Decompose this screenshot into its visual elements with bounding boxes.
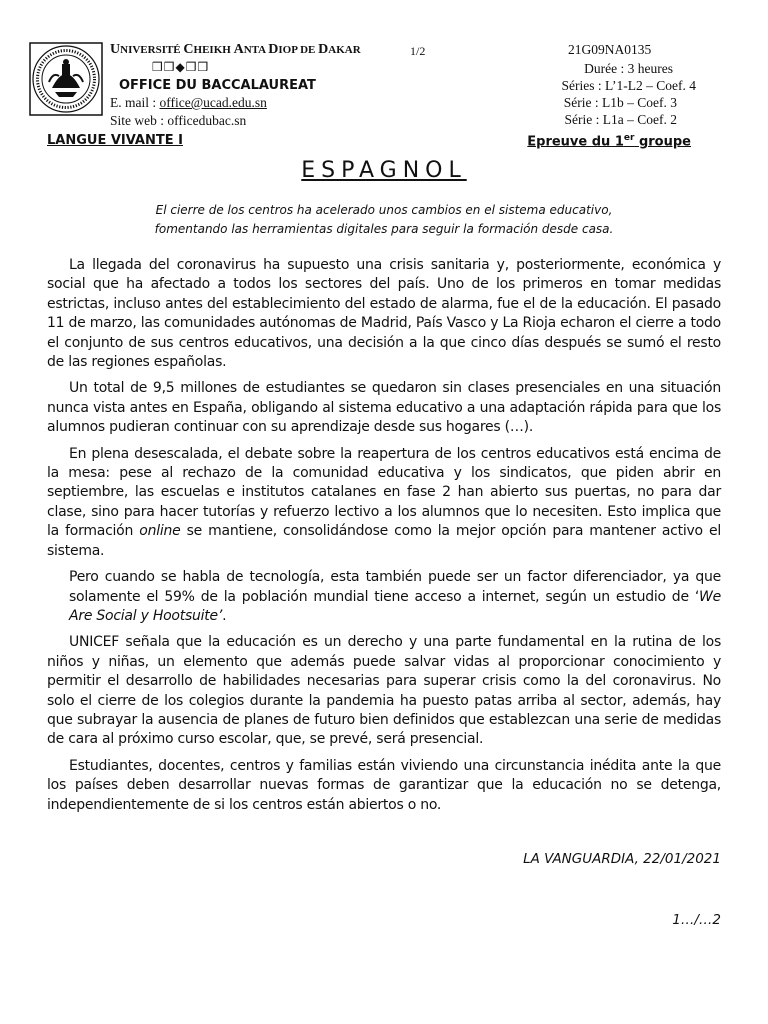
paragraph-4: Pero cuando se habla de tecnología, esta también puede ser un factor diferenciador, ya que solamente el 59% de la población mundial tiene acceso a internet, según un estudio de ‘We Are Social y Hootsuite’.: [69, 569, 721, 624]
email-link[interactable]: office@ucad.edu.sn: [159, 95, 267, 110]
university-name: UNIVERSITÉ CHEIKH ANTA DIOP DE DAKAR: [110, 42, 361, 57]
email-line: E. mail : office@ucad.edu.sn: [110, 95, 267, 110]
office-title: OFFICE DU BACCALAUREAT: [119, 78, 316, 93]
paragraph-5: UNICEF señala que la educación es un derecho y una parte fundamental en la rutina de los niños y niñas, un elemento que además puede salvar vidas al proporcionar conocimiento y permitir el desarrollo de habilidades necesarias para superar crisis como la del coronavirus. No solo el cierre de los colegios durante la pandemia ha puesto patas arriba al sector, además, hay que subrayar la ausencia de planes de futuro bien definidos que establezcan una serie de medidas de cara al próximo curso escolar, que, se prevé, será presencial.: [47, 634, 721, 748]
lead-text: [100, 201, 668, 239]
exam-group: Epreuve du 1er groupe: [527, 133, 691, 150]
page-indicator: 1…/…2: [672, 912, 721, 928]
exam-code: 21G09NA0135: [568, 42, 652, 57]
series-line-2: Série : L1b – Coef. 3: [563, 95, 677, 110]
lead-line-2: fomentando las herramientas digitales para seguir la formación desde casa.: [154, 222, 614, 236]
university-seal-logo: [29, 42, 103, 116]
paragraph-2: Un total de 9,5 millones de estudiantes se quedaron sin clases presenciales en una situación nunca vista antes en España, obligando al sistema educativo a una adaptación rápida para que los alumnos pudieran continuar con su aprendizaje desde sus hogares (…).: [47, 380, 721, 436]
page-fraction: 1/2: [410, 44, 426, 58]
paragraph-1: La llegada del coronavirus ha supuesto una crisis sanitaria y, posteriormente, económica y social que ha afectado a todos los sectores del país. Uno de los primeros en tomar medidas estrictas, incluso antes del establecimiento del estado de alarma, fue el de la educación. El pasado 11 de marzo, las comunidades autónomas de Madrid, País Vasco y La Rioja echaron el cierre a todo el conjunto de sus centros educativos, una decisión a la que cinco días después se sumó el resto de las regiones españolas.: [47, 257, 721, 371]
series-line-3: Série : L1a – Coef. 2: [564, 112, 677, 127]
decorative-ornament: ❒❒◆❒❒: [152, 60, 210, 74]
website-line: Site web : officedubac.sn: [110, 113, 247, 128]
exam-duration: Durée : 3 heures: [584, 61, 673, 76]
paragraph-6: Estudiantes, docentes, centros y familias están viviendo una circunstancia inédita ante la que los países deben desarrollar nuevas formas de garantizar que la educación no se detenga, independientemente de si los centros están abiertos o no.: [47, 757, 721, 813]
subject-category: LANGUE VIVANTE I: [47, 133, 183, 148]
article-body: [47, 256, 721, 822]
document-title: ESPAGNOL: [301, 158, 467, 183]
article-source: LA VANGUARDIA, 22/01/2021: [523, 851, 721, 867]
series-line-1: Séries : L’1-L2 – Coef. 4: [561, 78, 696, 93]
paragraph-3: En plena desescalada, el debate sobre la reapertura de los centros educativos está encima de la mesa: pese al rechazo de la comunidad educativa y los sindicatos, que piden abrir en septiembre, las escuelas e institutos catalanes en fase 2 han abierto sus puertas, no para dar clase, sino para hacer tutorías y refuerzo lectivo a los alumnos que lo necesiten. Esto implica que la formación online se mantiene, consolidándose como la mejor opción para mantener activo el sistema.: [47, 445, 721, 559]
lead-line-1: El cierre de los centros ha acelerado unos cambios en el sistema educativo,: [155, 203, 613, 217]
